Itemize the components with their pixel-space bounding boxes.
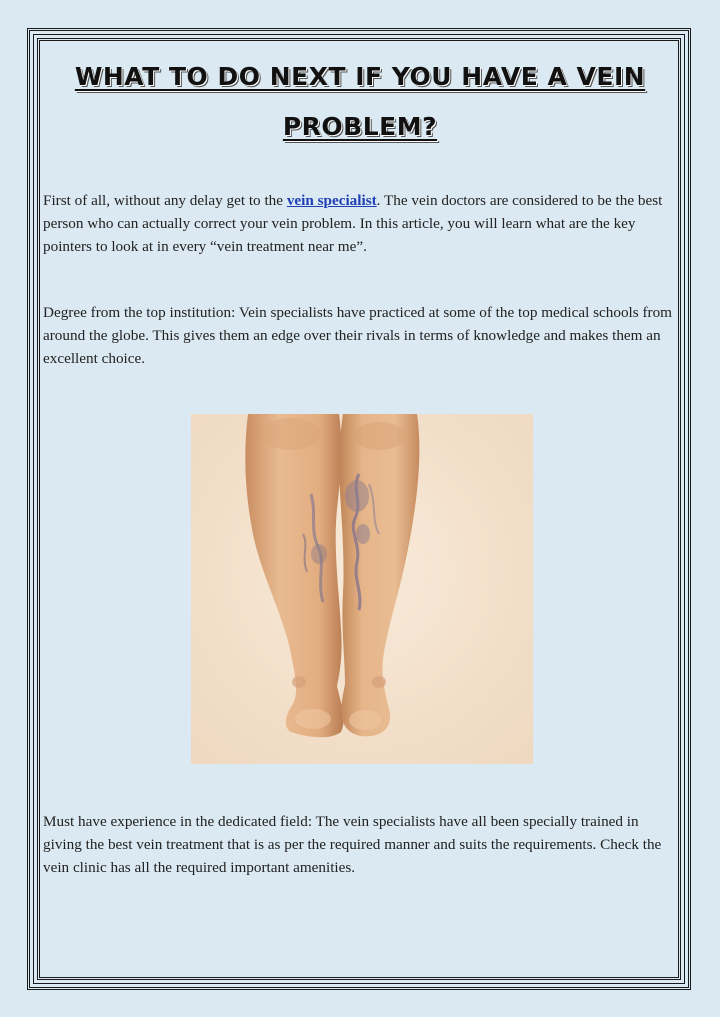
intro-paragraph [43,189,675,258]
intro-text-before: First of all, without any delay get to the [43,192,287,209]
article-title [40,52,680,152]
title-line-1: WHAT TO DO NEXT IF YOU HAVE A VEIN [74,62,646,91]
intro-text-after: . The vein doctors are considered to be the best person who can actually correct your vein problem. In this article, you will learn what are the key pointers to look at in every “vein treatment near me”. [43,192,663,255]
legs-photo [191,414,533,764]
degree-paragraph: Degree from the top institution: Vein specialists have practiced at some of the top medical schools from around the globe. This gives them an edge over their rivals in terms of knowledge and makes them an excellent choice. [43,304,672,367]
title-line-2: PROBLEM? [282,112,438,141]
legs-illustration [191,414,533,764]
experience-paragraph: Must have experience in the dedicated field: The vein specialists have all been specially trained in giving the best vein treatment that is as per the required manner and suits the requirements. Check the vein clinic has all the required important amenities. [43,813,662,876]
vein-specialist-link[interactable]: vein specialist [286,192,377,209]
